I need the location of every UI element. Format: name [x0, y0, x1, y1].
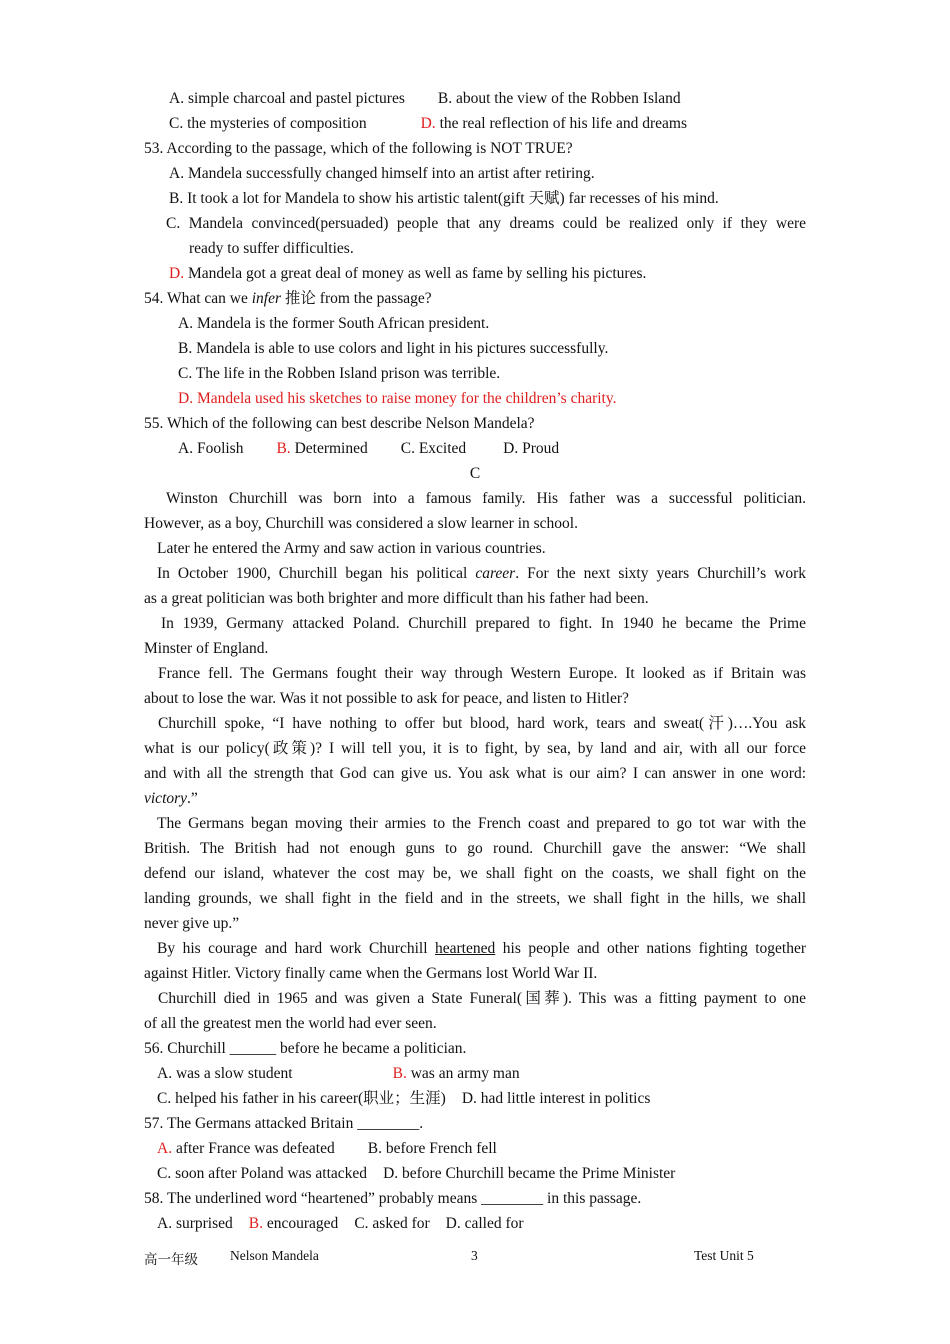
underlined-word-heartened: heartened [435, 940, 496, 957]
footer-title: Nelson Mandela [230, 1248, 319, 1263]
passage-p3-line2: as a great politician was both brighter and more difficult than his father had been. [144, 590, 649, 607]
passage-p6-line4 [144, 786, 806, 811]
passage-p6-line2: what is our policy(政策)? I will tell you, it is to fight, by sea, by land and air, with all our force [144, 740, 806, 757]
q54-option-a: A. Mandela is the former South African president. [178, 315, 490, 332]
q56-option-b: was an army man [406, 1065, 520, 1082]
passage-p7-line1: The Germans began moving their armies to the French coast and prepared to go tot war with the [157, 815, 806, 832]
passage-p6-line3: and with all the strength that God can give us. You ask what is our aim? I can answer in one word: [144, 765, 806, 782]
passage-p8-pre: By his courage and hard work Churchill [157, 940, 436, 957]
q52-option-d: the real reflection of his life and dreams [435, 115, 688, 132]
passage-p4-line2: Minster of England. [144, 640, 269, 657]
q53-option-b: B. It took a lot for Mandela to show his artistic talent(gift 天赋) far recesses of his mind. [169, 190, 719, 207]
q55-option-d: D. Proud [503, 440, 560, 457]
footer-unit: Test Unit 5 [694, 1248, 754, 1263]
q58-option-d: D. called for [445, 1215, 524, 1232]
passage-p1-line2: However, as a boy, Churchill was considered a slow learner in school. [144, 515, 578, 532]
passage-p5-line1: France fell. The Germans fought their way through Western Europe. It looked as if Britain was [158, 665, 806, 682]
footer-page-number: 3 [471, 1248, 478, 1263]
passage-p7-line2: British. The British had not enough guns to go round. Churchill gave the answer: “We shall [144, 840, 806, 857]
q56-option-c: C. helped his father in his career(职业；生涯) [157, 1090, 446, 1107]
q57-option-a: after France was defeated [172, 1140, 335, 1157]
passage-p2: Later he entered the Army and saw action in various countries. [157, 540, 546, 557]
q58-option-b: encouraged [263, 1215, 339, 1232]
q54-option-d-answer: D. Mandela used his sketches to raise money for the children’s charity. [178, 390, 617, 407]
q56-options-row2 [144, 1086, 806, 1111]
q54-stem [144, 286, 806, 311]
passage-p6-end: .” [187, 790, 198, 807]
passage-p9-line2: of all the greatest men the world had ever seen. [144, 1015, 437, 1032]
passage-p3-post: . For the next sixty years Churchill’s work [515, 565, 806, 582]
passage-p8-line1 [144, 936, 806, 961]
q56-answer-letter: B. [392, 1065, 407, 1082]
q57-answer-letter: A. [157, 1140, 173, 1157]
q52-option-a: A. simple charcoal and pastel pictures [169, 90, 405, 107]
q56-option-a: A. was a slow student [157, 1065, 293, 1082]
q54-option-b: B. Mandela is able to use colors and light in his pictures successfully. [178, 340, 609, 357]
q54-stem-pre: 54. What can we [144, 290, 252, 307]
q58-stem: 58. The underlined word “heartened” probably means ________ in this passage. [144, 1190, 642, 1207]
q58-option-a: A. surprised [157, 1215, 233, 1232]
passage-p7-line3: defend our island, whatever the cost may be, we shall fight on the coasts, we shall fight on the [144, 865, 806, 882]
q58-options [144, 1211, 806, 1236]
q57-options-row2 [144, 1161, 806, 1186]
q55-options [144, 436, 806, 461]
q56-option-d: D. had little interest in politics [461, 1090, 651, 1107]
q57-option-d: D. before Churchill became the Prime Minister [383, 1165, 676, 1182]
q53-option-c-line2: ready to suffer difficulties. [189, 240, 354, 257]
passage-p6-line1: Churchill spoke, “I have nothing to offer but blood, hard work, tears and sweat(汗)….You ask [158, 715, 806, 732]
q52-options-row2 [144, 111, 806, 136]
q55-option-b: Determined [290, 440, 368, 457]
q53-option-a: A. Mandela successfully changed himself into an artist after retiring. [169, 165, 595, 182]
q54-option-c: C. The life in the Robben Island prison was terrible. [178, 365, 501, 382]
passage-p8-post: his people and other nations fighting together [495, 940, 806, 957]
q58-option-c: C. asked for [354, 1215, 430, 1232]
passage-p7-line4: landing grounds, we shall fight in the field and in the streets, we shall fight in the hills, we shall [144, 890, 806, 907]
q56-stem: 56. Churchill ______ before he became a politician. [144, 1040, 467, 1057]
q54-stem-post: 推论 from the passage? [281, 290, 432, 307]
passage-p7-line5: never give up.” [144, 915, 240, 932]
q57-options-row1 [144, 1136, 806, 1161]
footer-grade: 高一年级 [144, 1252, 198, 1267]
passage-p3-line1 [144, 561, 806, 586]
q53-option-d-text: Mandela got a great deal of money as well as fame by selling his pictures. [184, 265, 647, 282]
q52-answer-letter: D. [420, 115, 436, 132]
q52-option-b: B. about the view of the Robben Island [437, 90, 681, 107]
q57-stem: 57. The Germans attacked Britain ________. [144, 1115, 424, 1132]
q56-options-row1 [144, 1061, 806, 1086]
q55-stem: 55. Which of the following can best describe Nelson Mandela? [144, 415, 535, 432]
passage-p9-line1: Churchill died in 1965 and was given a State Funeral(国葬). This was a fitting payment to one [158, 990, 806, 1007]
q55-answer-letter: B. [276, 440, 291, 457]
q54-stem-emphasis: infer [251, 290, 282, 307]
q53-option-d [144, 261, 806, 286]
q55-option-c: C. Excited [400, 440, 467, 457]
passage-p4-line1: In 1939, Germany attacked Poland. Churchill prepared to fight. In 1940 he became the Prime [161, 615, 806, 632]
q52-option-c: C. the mysteries of composition [169, 115, 367, 132]
q53-option-c-line1: C. Mandela convinced(persuaded) people that any dreams could be realized only if they were [166, 215, 806, 232]
q57-option-b: B. before French fell [367, 1140, 497, 1157]
q52-options-row1 [144, 86, 806, 111]
passage-p8-line2: against Hitler. Victory finally came when the Germans lost World War II. [144, 965, 598, 982]
passage-p1-line1: Winston Churchill was born into a famous family. His father was a successful politician. [166, 490, 806, 507]
q57-option-c: C. soon after Poland was attacked [157, 1165, 368, 1182]
passage-p3-emphasis: career [475, 565, 516, 582]
q53-answer-letter: D. [169, 265, 185, 282]
q53-stem: 53. According to the passage, which of the following is NOT TRUE? [144, 140, 573, 157]
passage-p6-emphasis: victory [144, 790, 188, 807]
q58-answer-letter: B. [248, 1215, 263, 1232]
exam-page [144, 86, 806, 1236]
q55-option-a: A. Foolish [178, 440, 244, 457]
passage-p3-pre: In October 1900, Churchill began his political [157, 565, 476, 582]
passage-p5-line2: about to lose the war. Was it not possible to ask for peace, and listen to Hitler? [144, 690, 629, 707]
section-label: C [469, 465, 481, 482]
